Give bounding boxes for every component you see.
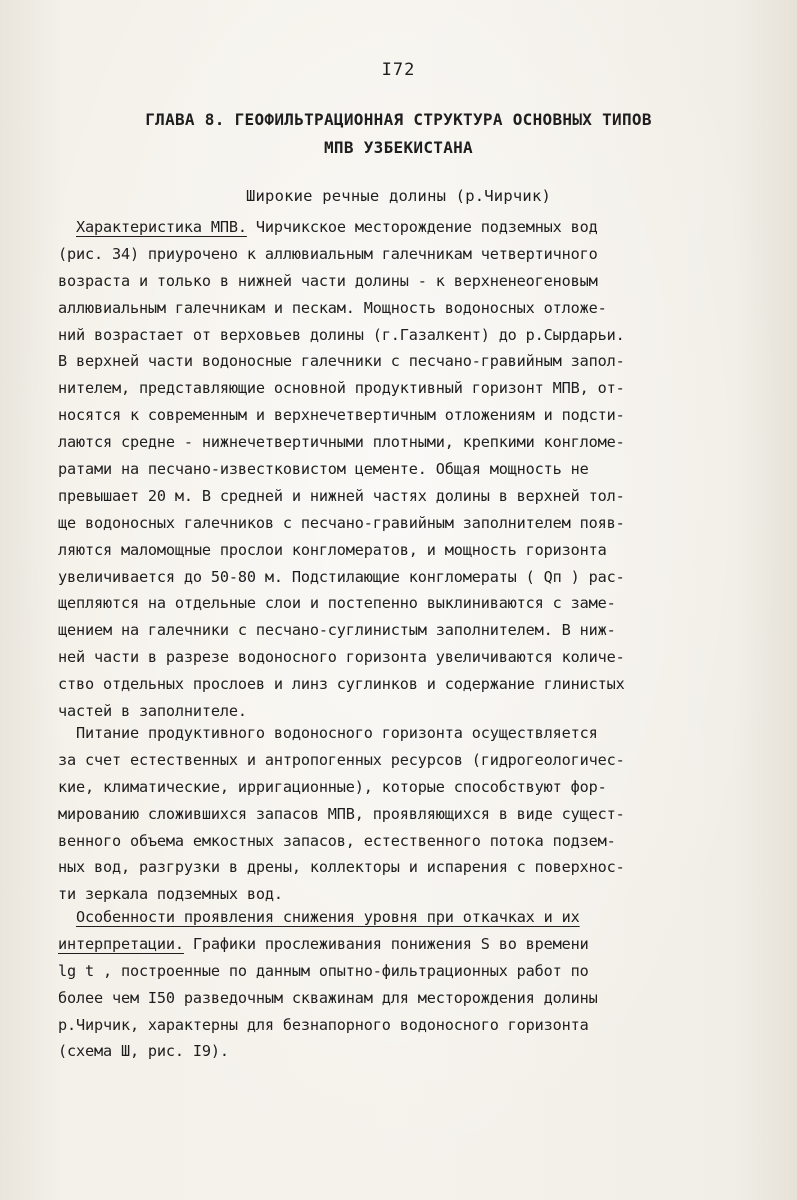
paragraph-line: возраста и только в нижней части долины - к верхненеогеновым <box>58 271 598 290</box>
chapter-title-line-1: ГЛАВА 8. ГЕОФИЛЬТРАЦИОННАЯ СТРУКТУРА ОСНОВНЫХ ТИПОВ <box>145 110 652 129</box>
paragraph-characteristics <box>58 214 718 725</box>
paragraph-line: нителем, представляющие основной продуктивный горизонт МПВ, от- <box>58 379 625 398</box>
paragraph-line: ще водоносных галечников с песчано-гравийным заполнителем появ- <box>58 513 625 532</box>
paragraph-line <box>58 931 718 958</box>
paragraph-line: р.Чирчик, характерны для безнапорного водоносного горизонта <box>58 1015 589 1034</box>
paragraph-drawdown <box>58 904 718 1065</box>
paragraph-line: ных вод, разгрузки в дрены, коллекторы и испарения с поверхнос- <box>58 858 625 877</box>
page-number: I72 <box>381 60 416 80</box>
paragraph-line: частей в заполнителе. <box>58 702 247 721</box>
paragraph-line-text: Чирчикское месторождение подземных вод <box>246 218 598 236</box>
paragraph-heading: Характеристика МПВ. <box>76 218 247 236</box>
paragraph-line: ти зеркала подземных вод. <box>58 885 283 904</box>
paragraph-line: ний возрастает от верховьев долины (г.Газалкент) до р.Сырдарьи. <box>58 325 625 344</box>
paragraph-line: В верхней части водоносные галечники с песчано-гравийным запол- <box>58 352 625 371</box>
paragraph-line: аллювиальным галечникам и пескам. Мощность водоносных отложе- <box>58 298 607 317</box>
paragraph-line: кие, климатические, ирригационные), которые способствуют фор- <box>58 777 607 796</box>
paragraph-line: Питание продуктивного водоносного горизонта осуществляется <box>76 724 598 742</box>
paragraph-line <box>58 904 718 931</box>
paragraph-line: (рис. 34) приурочено к аллювиальным галечникам четвертичного <box>58 244 598 263</box>
paragraph-line: (схема Ш, рис. I9). <box>58 1042 229 1061</box>
paragraph-line-text: Графики прослеживания понижения S во времени <box>183 934 589 953</box>
paragraph-heading: Особенности проявления снижения уровня при откачках и их <box>76 908 580 926</box>
section-title: Широкие речные долины (р.Чирчик) <box>245 187 552 205</box>
paragraph-line <box>58 214 718 241</box>
paragraph-line: носятся к современным и верхнечетвертичным отложениям и подсти- <box>58 406 625 425</box>
paragraph-line: за счет естественных и антропогенных ресурсов (гидрогеологичес- <box>58 750 625 769</box>
paragraph-line: более чем I50 разведочным скважинам для месторождения долины <box>58 988 598 1007</box>
paragraph-line: превышает 20 м. В средней и нижней частях долины в верхней тол- <box>58 486 625 505</box>
paragraph-line: щением на галечники с песчано-суглинистым заполнителем. В ниж- <box>58 621 616 640</box>
paragraph-line: ратами на песчано-известковистом цементе. Общая мощность не <box>58 460 589 479</box>
paragraph-line: увеличивается до 50-80 м. Подстилающие конгломераты ( Qп ) рас- <box>58 567 625 586</box>
paragraph-heading-continued: интерпретации. <box>58 934 184 953</box>
paragraph-line: ство отдельных прослоев и линз суглинков и содержание глинистых <box>58 675 625 694</box>
paragraph-line: щепляются на отдельные слои и постепенно выклиниваются с заме- <box>58 594 616 613</box>
paragraph-line: венного объема емкостных запасов, естественного потока подзем- <box>58 831 616 850</box>
paragraph-line: lg t , построенные по данным опытно-фильтрационных работ по <box>58 961 589 980</box>
paragraph-recharge <box>58 720 718 908</box>
chapter-title <box>60 106 737 162</box>
paragraph-line: мированию сложившихся запасов МПВ, проявляющихся в виде сущест- <box>58 804 625 823</box>
paragraph-line: ляются маломощные прослои конгломератов, и мощность горизонта <box>58 540 607 559</box>
paragraph-line: ней части в разрезе водоносного горизонта увеличиваются количе- <box>58 648 625 667</box>
paragraph-line: лаются средне - нижнечетвертичными плотными, крепкими конгломе- <box>58 433 625 452</box>
chapter-title-line-2: МПВ УЗБЕКИСТАНА <box>324 138 473 157</box>
